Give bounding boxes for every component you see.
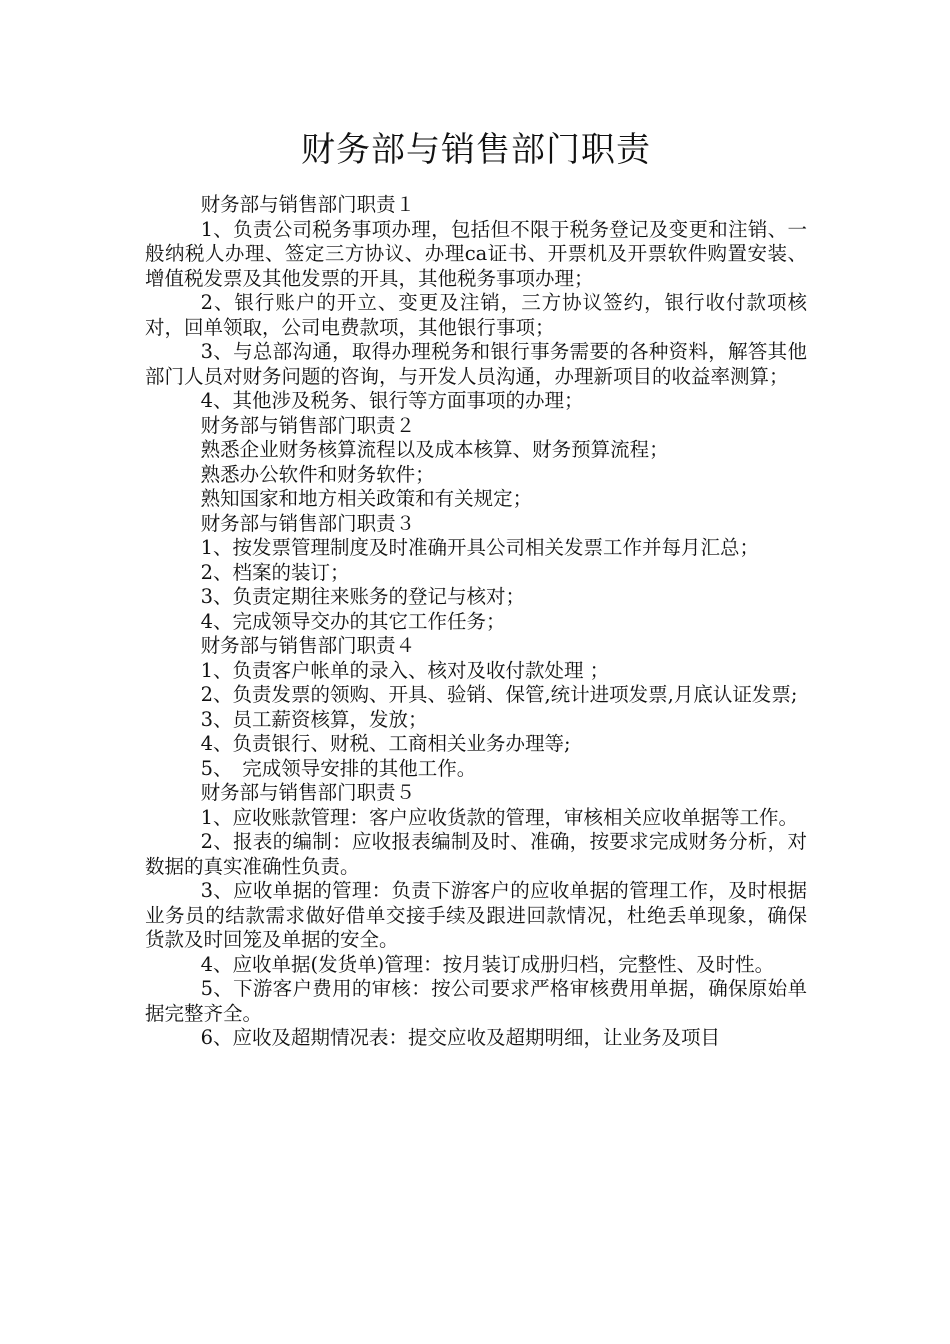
- paragraph: 财务部与销售部门职责３: [200, 511, 416, 535]
- paragraph: 熟悉企业财务核算流程以及成本核算、财务预算流程；: [200, 438, 669, 461]
- paragraph: 3、应收单据的管理：负责下游客户的应收单据的管理工作，及时根据业务员的结款需求做好借单交接手续及跟进回款情况，杜绝丢单现象，确保货款及时回笼及单据的安全。: [145, 879, 807, 951]
- document-body: [145, 193, 807, 1051]
- paragraph: 4、负责银行、财税、工商相关业务办理等;: [200, 732, 571, 755]
- paragraph: 1、负责公司税务事项办理，包括但不限于税务登记及变更和注销、一般纳税人办理、签定三方协议、办理ca证书、开票机及开票软件购置安装、增值税发票及其他发票的开具，其他税务事项办理；: [145, 217, 807, 290]
- paragraph: 财务部与销售部门职责５: [200, 781, 416, 804]
- paragraph: 1、负责客户帐单的录入、核对及收付款处理 ；: [200, 658, 610, 682]
- paragraph: 财务部与销售部门职责１: [200, 193, 416, 216]
- paragraph: 6、应收及超期情况表：提交应收及超期明细，让业务及项目: [200, 1026, 720, 1049]
- document-title: 财务部与销售部门职责: [301, 130, 651, 170]
- paragraph: 3、负责定期往来账务的登记与核对；: [200, 585, 525, 608]
- paragraph: 5、 完成领导安排的其他工作。: [200, 756, 477, 780]
- document-page: [145, 125, 807, 1051]
- paragraph: 财务部与销售部门职责２: [200, 413, 416, 437]
- paragraph: 财务部与销售部门职责４: [200, 634, 416, 657]
- paragraph: 2、银行账户的开立、变更及注销，三方协议签约，银行收付款项核对，回单领取，公司电费款项，其他银行事项；: [145, 291, 807, 339]
- paragraph: 熟知国家和地方相关政策和有关规定；: [200, 487, 533, 510]
- paragraph: 4、应收单据(发货单)管理：按月装订成册归档，完整性、及时性。: [200, 952, 775, 976]
- paragraph: 4、完成领导交办的其它工作任务；: [200, 609, 506, 633]
- paragraph: 1、应收账款管理：客户应收货款的管理，审核相关应收单据等工作。: [200, 805, 798, 829]
- paragraph: 2、报表的编制：应收报表编制及时、准确，按要求完成财务分析，对数据的真实准确性负责。: [145, 830, 807, 878]
- paragraph: 5、下游客户费用的审核：按公司要求严格审核费用单据，确保原始单据完整齐全。: [145, 977, 807, 1025]
- paragraph: 熟悉办公软件和财务软件；: [200, 462, 435, 486]
- paragraph: 2、负责发票的领购、开具、验销、保管,统计进项发票,月底认证发票;: [200, 683, 798, 706]
- paragraph: 2、档案的装订；: [200, 560, 350, 584]
- paragraph: 3、员工薪资核算，发放；: [200, 707, 428, 731]
- paragraph: 1、按发票管理制度及时准确开具公司相关发票工作并每月汇总；: [200, 536, 759, 559]
- paragraph: 3、与总部沟通，取得办理税务和银行事务需要的各种资料，解答其他部门人员对财务问题的咨询，与开发人员沟通，办理新项目的收益率测算；: [145, 340, 807, 388]
- paragraph: 4、其他涉及税务、银行等方面事项的办理；: [200, 389, 584, 412]
